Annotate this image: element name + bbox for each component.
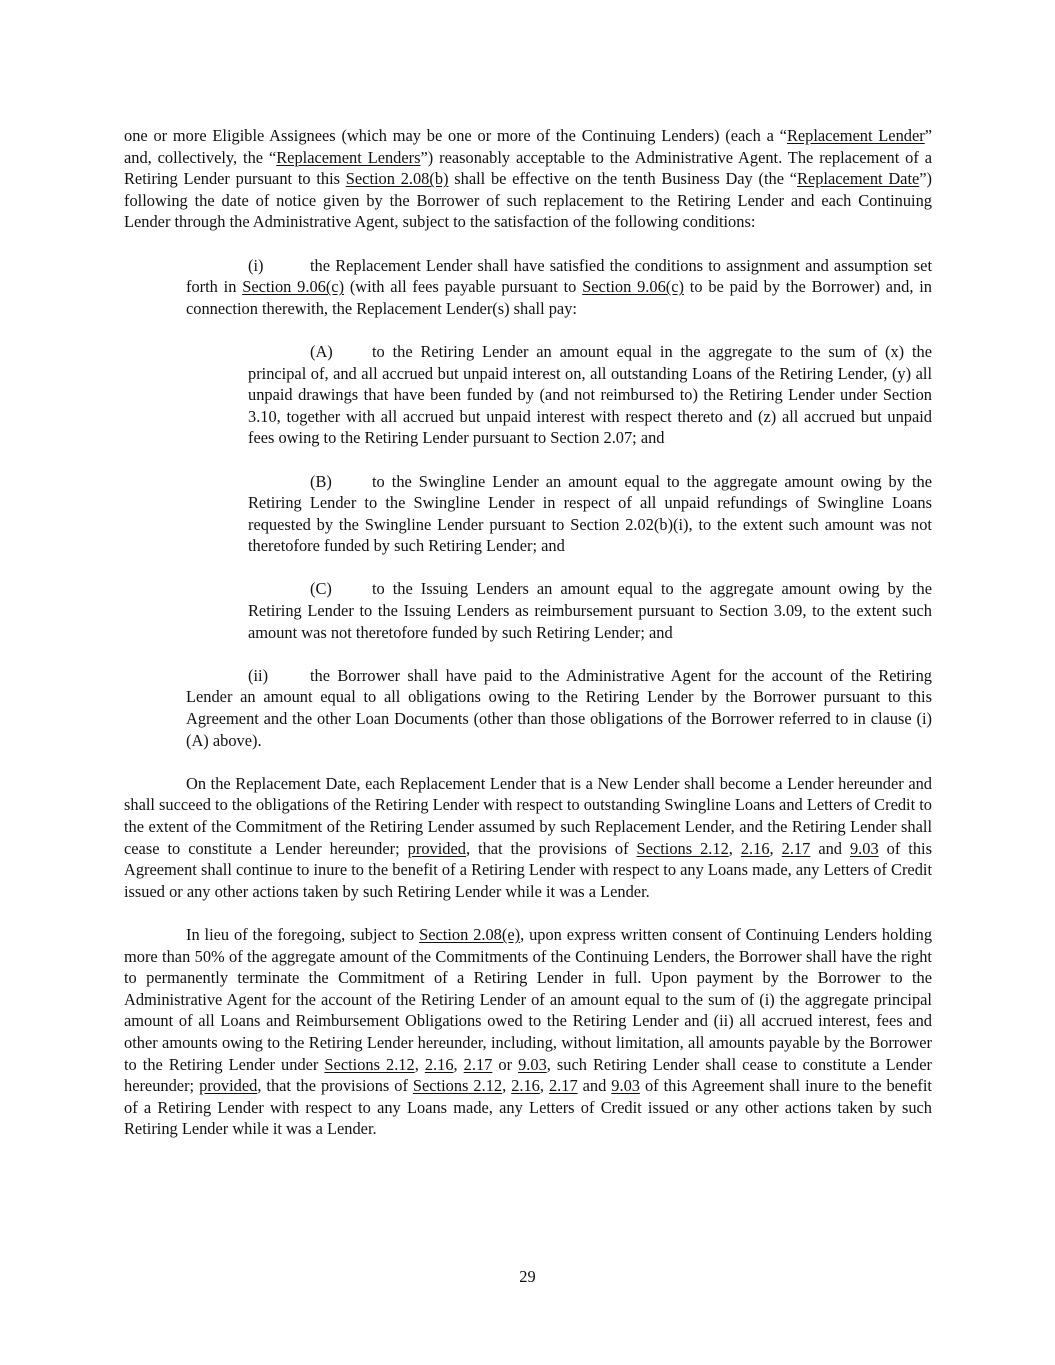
section-reference: Sections 2.12 <box>412 1076 503 1096</box>
document-page <box>124 125 932 1162</box>
text-run: In lieu of the foregoing, subject to <box>186 924 420 944</box>
clause-label: (C) <box>310 579 332 599</box>
text-run: ” and, collectively, the “ <box>124 126 932 167</box>
section-reference: 9.03 <box>611 1076 640 1096</box>
section-reference: 2.17 <box>781 838 811 858</box>
clause-A <box>248 341 932 449</box>
text-run: , that the provisions of <box>257 1076 413 1096</box>
section-reference: 2.16 <box>511 1076 540 1096</box>
defined-term: Replacement Date <box>797 169 920 189</box>
section-reference: 2.17 <box>548 1076 578 1096</box>
text-run: , such Retiring Lender shall cease to constitute a Lender hereunder; <box>124 1054 932 1096</box>
text-run: of this Agreement shall continue to inure to the benefit of a Retiring Lender with respect to any Loans made, any Letters of Credit issued or any other actions taken by such Retiring Lender while it was a Lender. <box>124 838 932 901</box>
text-run: , that the provisions of <box>465 838 637 858</box>
text-run: (with all fees payable pursuant to <box>344 277 583 297</box>
text-run: one or more Eligible Assignees (which may be one or more of the Continuing Lenders) (each a “ <box>124 126 787 145</box>
text-run: On the Replacement Date, each Replacement Lender that is a New Lender shall become a Lender hereunder and shall succeed to the obligations of the Retiring Lender with respect to outstanding Swingline Loans and Letters of Credit to the extent of the Commitment of the Retiring Lender assumed by such Replacement Lender, and the Retiring Lender shall cease to constitute a Lender hereunder; <box>124 773 932 858</box>
defined-term: Replacement Lenders <box>276 147 421 167</box>
text-run: , <box>414 1054 425 1074</box>
text-run: , upon express written consent of Continuing Lenders holding more than 50% of the aggregate amount of the Commitments of the Continuing Lenders, the Borrower shall have the right to permanently terminate the Commitment of a Retiring Lender in full. Upon payment by the Borrower to the Administrative Agent for the account of the Retiring Lender of an amount equal to the sum of (i) the aggregate principal amount of all Loans and Reimbursement Obligations owed to the Retiring Lender and (ii) all accrued interest, fees and other amounts owing to the Retiring Lender hereunder, including, without limitation, all amounts payable by the Borrower to the Retiring Lender under <box>124 924 933 1074</box>
defined-term: provided <box>199 1076 258 1096</box>
clause-text: to the Issuing Lenders an amount equal to the aggregate amount owing by the Retiring Lender to the Issuing Lenders as reimbursement pursuant to Section 3.09, to the extent such amount was not theretofore funded by such Retiring Lender; and <box>248 579 932 642</box>
section-reference: Section 9.06(c) <box>242 277 345 297</box>
paragraph-replacement-date <box>124 773 932 903</box>
section-reference: Sections 2.12 <box>324 1054 415 1074</box>
paragraph-termination <box>124 924 932 1140</box>
text-run: , <box>502 1076 512 1096</box>
section-reference: Sections 2.12 <box>636 838 729 858</box>
clause-text: the Borrower shall have paid to the Administrative Agent for the account of the Retiring Lender an amount equal to all obligations owing to the Retiring Lender by the Borrower pursuant to this Agreement and the other Loan Documents (other than those obligations of the Borrower referred to in clause (i)(A) above). <box>186 665 932 750</box>
clause-label: (i) <box>248 255 264 275</box>
text-run: the Replacement Lender shall have satisfied the conditions to assignment and assumption set forth in <box>186 255 932 297</box>
clause-i <box>186 255 932 320</box>
text-run: , <box>769 838 782 858</box>
page-number: 29 <box>519 1267 536 1286</box>
section-reference: Section 9.06(c) <box>582 277 684 297</box>
defined-term: provided <box>407 838 466 858</box>
section-reference: 2.17 <box>463 1054 493 1074</box>
text-run: , <box>453 1054 464 1074</box>
text-run: , <box>539 1076 549 1096</box>
clause-B <box>248 471 932 557</box>
clause-label: (ii) <box>248 665 269 685</box>
clause-label: (A) <box>310 341 333 361</box>
section-reference: 2.16 <box>740 838 770 858</box>
clause-label: (B) <box>310 471 332 491</box>
clause-text: to the Retiring Lender an amount equal in the aggregate to the sum of (x) the principal of, and all accrued but unpaid interest on, all outstanding Loans of the Retiring Lender, (y) all unpaid drawings that have been funded by (and not reimbursed to) the Retiring Lender under Section 3.10, together with all accrued but unpaid interest with respect thereto and (z) all accrued but unpaid fees owing to the Retiring Lender pursuant to Section 2.07; and <box>248 341 932 448</box>
text-run: of this Agreement shall inure to the benefit of a Retiring Lender with respect to any Loans made, any Letters of Credit issued or any other actions taken by such Retiring Lender while it was a Lender. <box>124 1076 932 1139</box>
defined-term: Replacement Lender <box>786 126 925 145</box>
clause-text: to the Swingline Lender an amount equal to the aggregate amount owing by the Retiring Lender to the Swingline Lender in respect of all unpaid refundings of Swingline Loans requested by the Swingline Lender pursuant to Section 2.02(b)(i), to the extent such amount was not theretofore funded by such Retiring Lender; and <box>248 471 932 556</box>
text-run: ”) following the date of notice given by the Borrower of such replacement to the Retiring Lender and each Continuing Lender through the Administrative Agent, subject to the satisfaction of the following conditions: <box>124 169 933 232</box>
section-reference: Section 2.08(b) <box>345 169 449 189</box>
section-reference: 2.16 <box>424 1054 454 1074</box>
section-reference: Section 2.08(e) <box>419 924 521 944</box>
text-run: ”) reasonably acceptable to the Administrative Agent. The replacement of a Retiring Lender pursuant to this <box>124 147 932 189</box>
clause-C <box>248 578 932 643</box>
text-run: and <box>810 838 850 858</box>
clause-ii <box>186 665 932 751</box>
text-run: and <box>577 1076 612 1096</box>
text-run: , <box>728 838 741 858</box>
section-reference: 9.03 <box>518 1054 547 1074</box>
text-run: or <box>492 1054 519 1074</box>
section-reference: 9.03 <box>849 838 879 858</box>
text-run: to be paid by the Borrower) and, in connection therewith, the Replacement Lender(s) shall pay: <box>186 277 933 318</box>
paragraph-replacement-lender <box>124 125 932 233</box>
text-run: shall be effective on the tenth Business Day (the “ <box>448 169 798 189</box>
